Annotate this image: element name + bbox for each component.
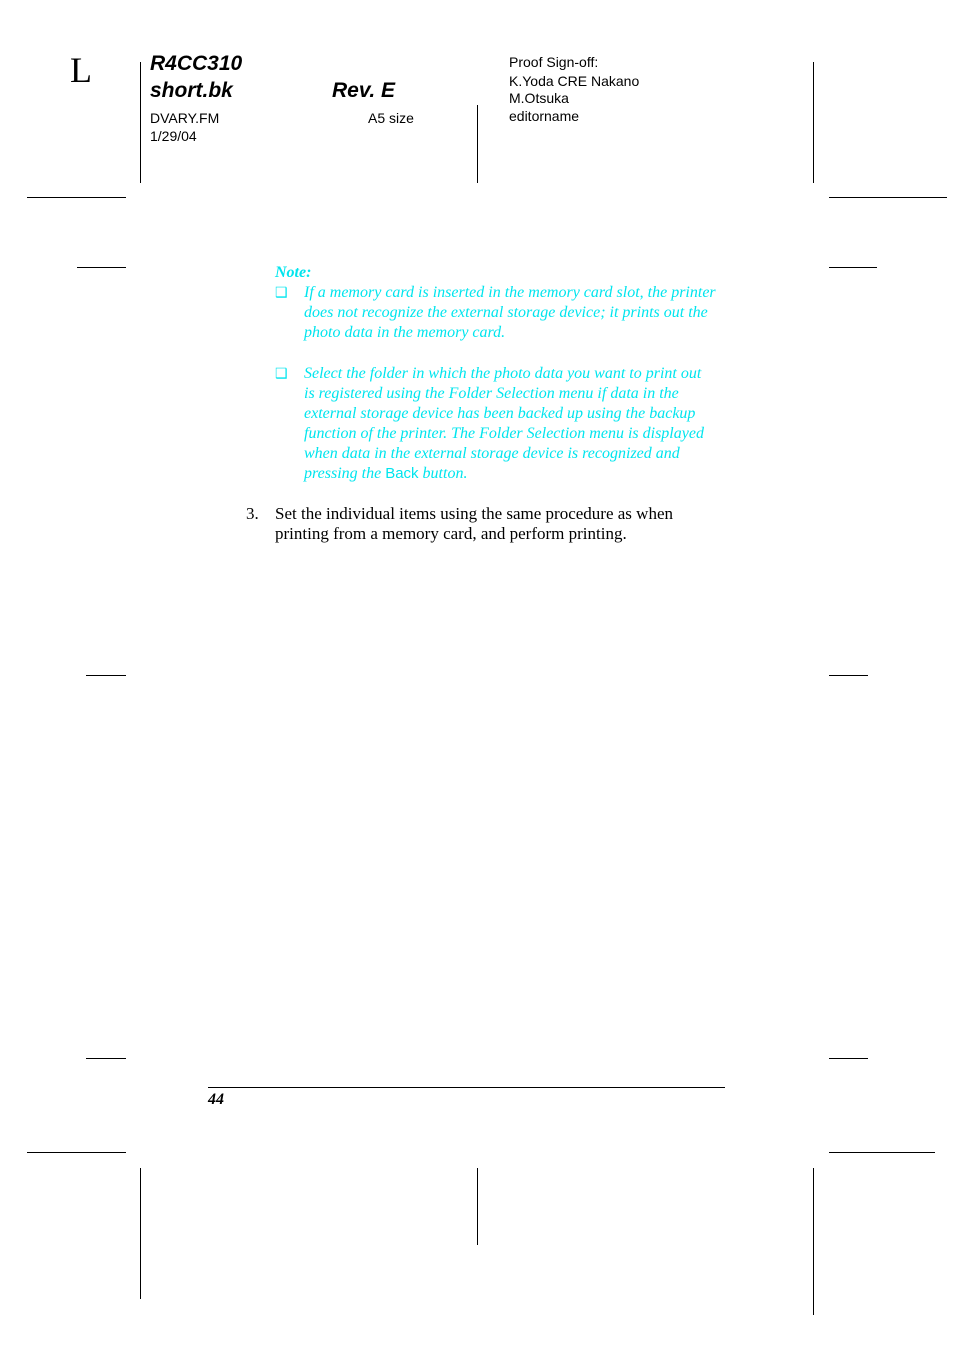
note-item-2-line-2: is registered using the Folder Selection menu if data in the bbox=[304, 385, 679, 402]
proof-signoff-label: Proof Sign-off: bbox=[509, 54, 599, 70]
back-button-name: Back bbox=[385, 465, 419, 482]
date: 1/29/04 bbox=[150, 128, 197, 144]
note-title: Note: bbox=[275, 264, 312, 281]
note-item-2-line-5: when data in the external storage device is recognized and bbox=[304, 445, 680, 462]
crop-mark-bottom-left-horizontal bbox=[27, 1152, 126, 1153]
margin-mark-right-2 bbox=[829, 675, 868, 676]
margin-mark-left-3 bbox=[86, 1058, 126, 1059]
crop-mark-top-left-horizontal bbox=[27, 197, 126, 198]
chapter-file: DVARY.FM bbox=[150, 110, 220, 126]
crop-mark-top-right-vertical bbox=[813, 62, 814, 183]
proof-name-1: K.Yoda CRE Nakano bbox=[509, 73, 640, 89]
product-code: R4CC310 bbox=[150, 52, 243, 75]
crop-mark-bottom-right-vertical bbox=[813, 1168, 814, 1315]
note-item-2-line-6-after: button. bbox=[418, 465, 468, 482]
crop-mark-top-center-vertical bbox=[477, 105, 478, 183]
note-item-1-line-2: does not recognize the external storage device; it prints out the bbox=[304, 304, 708, 321]
revision: Rev. E bbox=[332, 79, 396, 102]
page-number: 44 bbox=[208, 1091, 224, 1108]
footer-rule bbox=[208, 1087, 725, 1088]
note-item-1 bbox=[304, 283, 734, 343]
book-file: short.bk bbox=[150, 79, 233, 102]
note-bullet-2: ❑ bbox=[275, 367, 288, 382]
step-text-line-2: printing from a memory card, and perform printing. bbox=[275, 524, 627, 543]
note-item-2-line-3: external storage device has been backed up using the backup bbox=[304, 405, 696, 422]
proof-name-3: editorname bbox=[509, 108, 580, 124]
note-item-2-line-6-before: pressing the bbox=[304, 465, 386, 482]
crop-mark-top-right-horizontal bbox=[829, 197, 947, 198]
note-item-2-line-1: Select the folder in which the photo data you want to print out bbox=[304, 365, 702, 382]
margin-letter: L bbox=[70, 50, 92, 90]
crop-mark-bottom-right-horizontal bbox=[829, 1152, 935, 1153]
step-text-line-1: Set the individual items using the same procedure as when bbox=[275, 504, 673, 523]
margin-mark-left-1 bbox=[77, 267, 126, 268]
crop-mark-bottom-left-vertical bbox=[140, 1168, 141, 1299]
step-number: 3. bbox=[246, 504, 259, 523]
margin-mark-right-1 bbox=[829, 267, 877, 268]
proof-name-2: M.Otsuka bbox=[509, 90, 569, 106]
note-item-1-line-1: If a memory card is inserted in the memory card slot, the printer bbox=[304, 284, 716, 301]
note-item-2-line-4: function of the printer. The Folder Selection menu is displayed bbox=[304, 425, 704, 442]
note-item-2 bbox=[304, 364, 734, 484]
note-item-2-line-6 bbox=[304, 464, 734, 484]
crop-mark-bottom-center-vertical bbox=[477, 1168, 478, 1245]
margin-mark-right-3 bbox=[829, 1058, 868, 1059]
note-item-1-line-3: photo data in the memory card. bbox=[304, 324, 506, 341]
step-text bbox=[275, 504, 735, 544]
margin-mark-left-2 bbox=[86, 675, 126, 676]
note-bullet-1: ❑ bbox=[275, 286, 288, 301]
crop-mark-top-left-vertical bbox=[140, 62, 141, 183]
paper-size: A5 size bbox=[368, 110, 414, 126]
